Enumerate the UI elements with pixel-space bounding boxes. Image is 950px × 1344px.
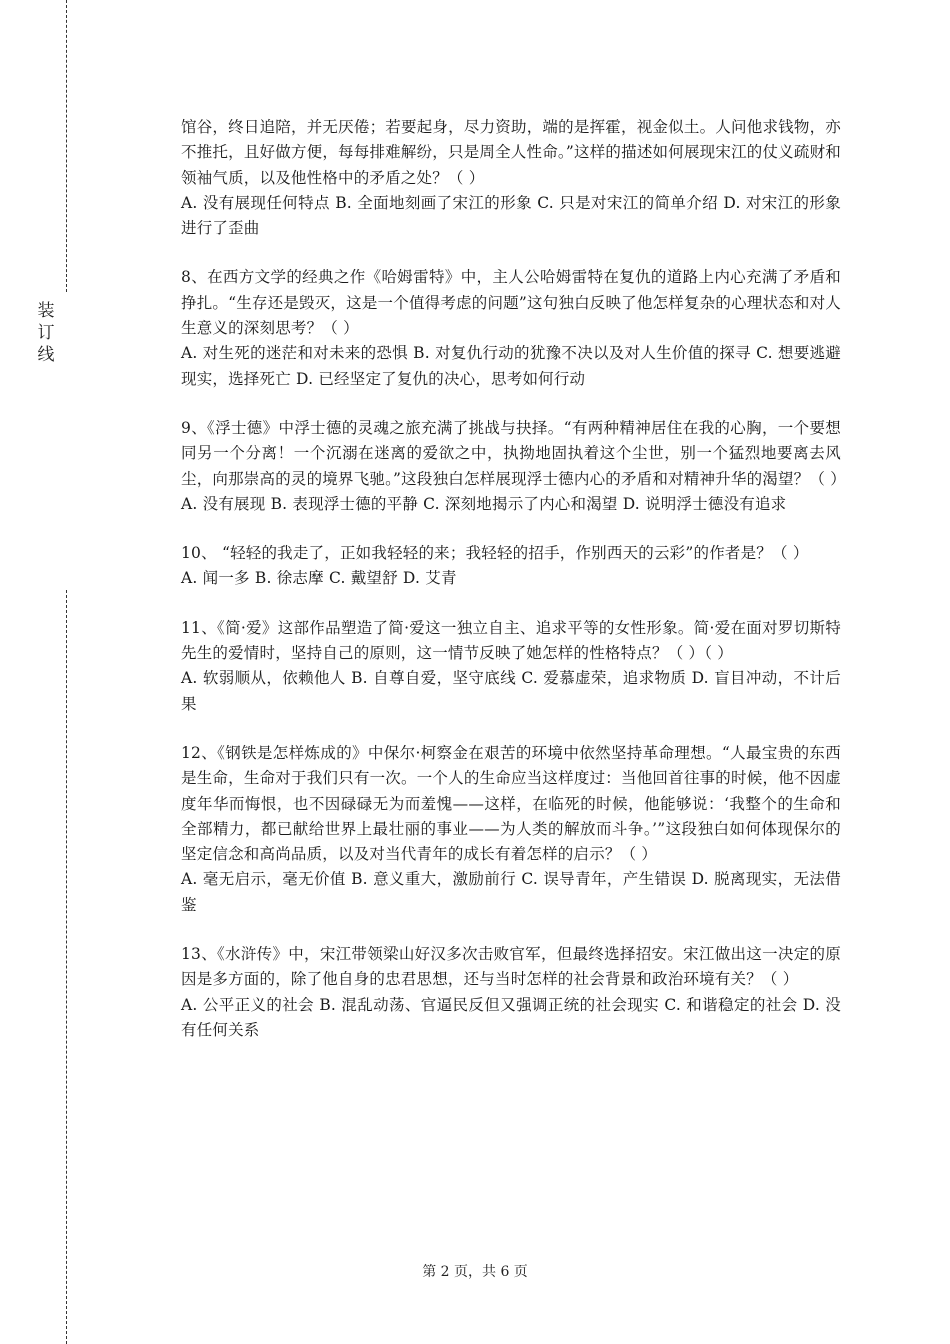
question-options: A. 软弱顺从，依赖他人 B. 自尊自爱，坚守底线 C. 爱慕虚荣，追求物质 D. 盲目冲动，不计后果 [181,669,841,713]
question-options: A. 闻一多 B. 徐志摩 C. 戴望舒 D. 艾青 [181,569,457,588]
binding-line-bottom [66,590,67,1344]
binding-line-top [66,0,67,292]
question-8 [181,265,841,391]
question-list [181,115,846,1067]
question-stem: 馆谷，终日追陪，并无厌倦；若要起身，尽力资助，端的是挥霍，视金似土。人问他求钱物，亦不推托，且好做方便，每每排难解纷，只是周全人性命。”这样的描述如何展现宋江的仗义疏财和领袖气质，以及他性格中的矛盾之处？（ ） [181,118,841,187]
question-options: A. 公平正义的社会 B. 混乱动荡、官逼民反但又强调正统的社会现实 C. 和谐稳定的社会 D. 没有任何关系 [181,995,841,1039]
question-stem: 11、《简·爱》这部作品塑造了简·爱这一独立自主、追求平等的女性形象。简·爱在面对罗切斯特先生的爱情时，坚持自己的原则，这一情节反映了她怎样的性格特点？（ ）（ ） [181,618,841,663]
question-stem: 10、 “轻轻的我走了，正如我轻轻的来；我轻轻的招手，作别西天的云彩”的作者是？（ ） [181,544,809,563]
question-11 [181,616,841,717]
question-10 [181,541,841,592]
question-options: A. 毫无启示，毫无价值 B. 意义重大，激励前行 C. 误导青年，产生错误 D. 脱离现实，无法借鉴 [181,870,841,914]
page-footer: 第 2 页，共 6 页 [422,1264,528,1280]
question-12 [181,741,841,918]
binding-label: 装订线 [37,301,55,365]
question-stem: 8、在西方文学的经典之作《哈姆雷特》中，主人公哈姆雷特在复仇的道路上内心充满了矛盾和挣扎。“生存还是毁灭，这是一个值得考虑的问题”这句独白反映了他怎样复杂的心理状态和对人生意义的深刻思考？（ ） [181,268,841,338]
question-stem: 12、《钢铁是怎样炼成的》中保尔·柯察金在艰苦的环境中依然坚持革命理想。“人最宝贵的东西是生命，生命对于我们只有一次。一个人的生命应当这样度过：当他回首往事的时候，他不因虚度年华而悔恨，也不因碌碌无为而羞愧——这样，在临死的时候，他能够说：‘我整个的生命和全部精力，都已献给世界上最壮丽的事业——为人类的解放而斗争。’”这段独白如何体现保尔的坚定信念和高尚品质，以及对当代青年的成长有着怎样的启示？（ ） [181,743,841,864]
question-stem: 9、《浮士德》中浮士德的灵魂之旅充满了挑战与抉择。“有两种精神居住在我的心胸，一个要想同另一个分离！一个沉溺在迷离的爱欲之中，执拗地固执着这个尘世，别一个猛烈地要离去风尘，向那崇高的灵的境界飞驰。”这段独白怎样展现浮士德内心的矛盾和对精神升华的渴望？（ ） [181,418,846,488]
question-options: A. 没有展现任何特点 B. 全面地刻画了宋江的形象 C. 只是对宋江的简单介绍 D. 对宋江的形象进行了歪曲 [181,193,841,238]
question-options: A. 没有展现 B. 表现浮士德的平静 C. 深刻地揭示了内心和渴望 D. 说明浮士德没有追求 [181,494,787,513]
question-7-continued [181,115,841,241]
question-stem: 13、《水浒传》中，宋江带领梁山好汉多次击败官军，但最终选择招安。宋江做出这一决定的原因是多方面的，除了他自身的忠君思想，还与当时怎样的社会背景和政治环境有关？（ ） [181,945,841,989]
question-options: A. 对生死的迷茫和对未来的恐惧 B. 对复仇行动的犹豫不决以及对人生价值的探寻 C. 想要逃避现实，选择死亡 D. 已经坚定了复仇的决心，思考如何行动 [181,344,841,388]
question-9 [181,416,846,517]
question-13 [181,942,841,1043]
